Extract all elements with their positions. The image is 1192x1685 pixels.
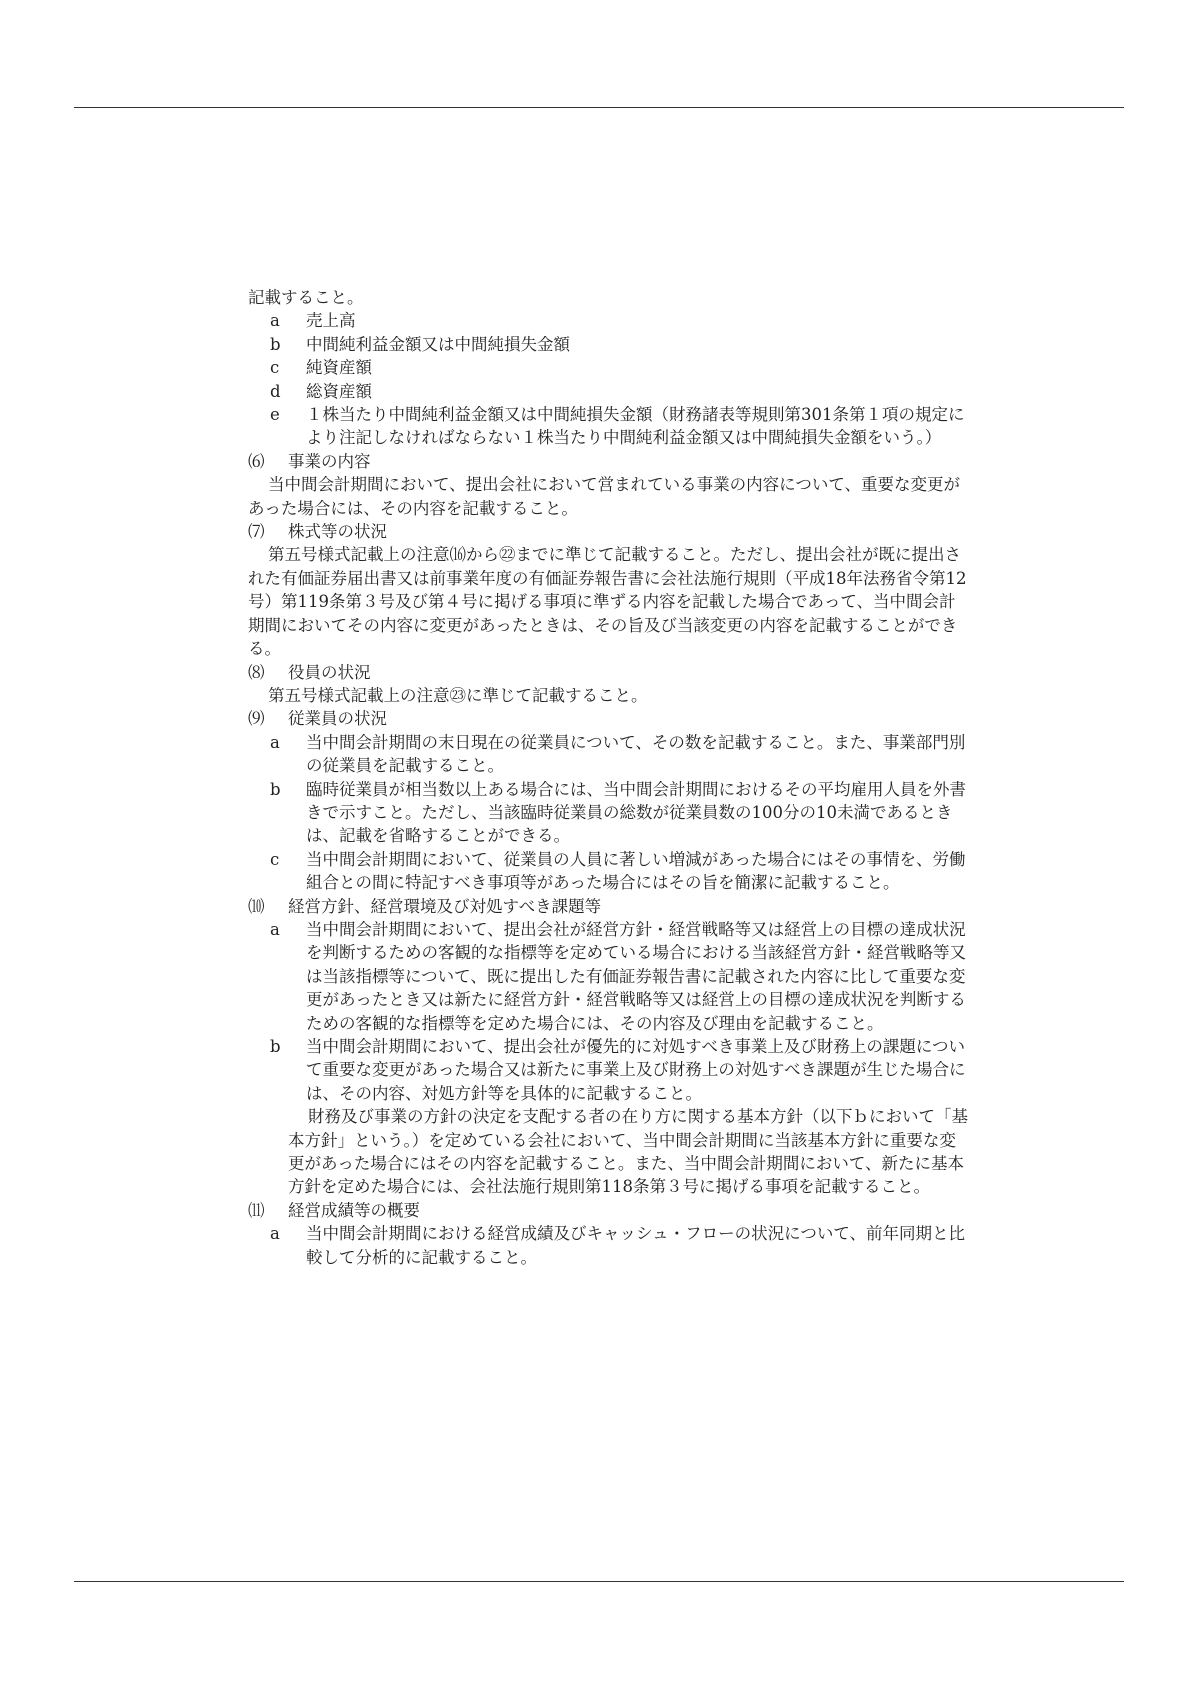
- list-text: 当中間会計期間における経営成績及びキャッシュ・フローの状況について、前年同期と比較して分析的に記載すること。: [306, 1224, 966, 1267]
- section-10-item-a: [248, 918, 968, 1035]
- list-text: 当中間会計期間において、提出会社が優先的に対処すべき事業上及び財務上の課題について重要な変更があった場合又は新たに事業上及び財務上の対処すべき課題が生じた場合には、その内容、対処方針等を具体的に記載すること。: [306, 1037, 966, 1103]
- list-mark: a: [270, 1224, 280, 1244]
- list-text: 当中間会計期間の末日現在の従業員について、その数を記載すること。また、事業部門別の従業員を記載すること。: [306, 732, 966, 776]
- section-title: 役員の状況: [288, 662, 371, 682]
- section-7-body: 第五号様式記載上の注意⒃から㉒までに準じて記載すること。ただし、提出会社が既に提出された有価証券届出書又は前事業年度の有価証券報告書に会社法施行規則（平成18年法務省令第12号）第119条第３号及び第４号に掲げる事項に準ずる内容を記載した場合であって、当中間会計期間においてその内容に変更があったときは、その旨及び当該変更の内容を記載することができる。: [248, 545, 967, 659]
- section-8-body: 第五号様式記載上の注意㉓に準じて記載すること。: [268, 685, 648, 705]
- section-9-item-a: [248, 731, 968, 778]
- section-10-item-b-paragraph: 財務及び事業の方針の決定を支配する者の在り方に関する基本方針（以下ｂにおいて「基本方針」という。）を定めている会社において、当中間会計期間に当該基本方針に重要な変更があった場合にはその内容を記載すること。また、当中間会計期間において、新たに基本方針を定めた場合には、会社法施行規則第118条第３号に掲げる事項を記載すること。: [288, 1107, 968, 1197]
- list-mark: b: [270, 1037, 281, 1056]
- list-text: 中間純利益金額又は中間純損失金額: [306, 334, 570, 354]
- list-mark: b: [270, 779, 281, 799]
- intro-line: 記載すること。: [248, 288, 364, 307]
- section-number: ⑽: [248, 896, 265, 916]
- section-title: 事業の内容: [288, 451, 371, 471]
- section-10-item-b: [248, 1035, 968, 1105]
- list-text: 当中間会計期間において、従業員の人員に著しい増減があった場合にはその事情を、労働組合との間に特記すべき事項等があった場合にはその旨を簡潔に記載すること。: [306, 849, 966, 893]
- list-item-e: [248, 403, 968, 450]
- list-item-a: [248, 309, 968, 332]
- section-number: ⑻: [248, 662, 265, 682]
- section-title: 従業員の状況: [288, 709, 387, 729]
- section-title: 経営成績等の概要: [288, 1200, 420, 1220]
- section-8-heading: [248, 661, 968, 684]
- document-body: [248, 286, 968, 1269]
- list-item-c: [248, 356, 968, 379]
- list-mark: a: [270, 732, 280, 752]
- section-11-heading: [248, 1199, 968, 1222]
- section-11-item-a: [248, 1222, 968, 1269]
- section-number: ⑾: [248, 1200, 265, 1220]
- list-text: 売上高: [306, 311, 356, 331]
- list-mark: e: [270, 405, 280, 425]
- section-10-heading: [248, 895, 968, 918]
- list-text: 臨時従業員が相当数以上ある場合には、当中間会計期間におけるその平均雇用人員を外書きで示すこと。ただし、当該臨時従業員の総数が従業員数の100分の10未満であるときは、記載を省略することができる。: [306, 779, 966, 846]
- section-9-heading: [248, 707, 968, 730]
- list-text: 当中間会計期間において、提出会社が経営方針・経営戦略等又は経営上の目標の達成状況を判断するための客観的な指標等を定めている場合における当該経営方針・経営戦略等又は当該指標等について、既に提出した有価証券報告書に記載された内容に比して重要な変更があったとき又は新たに経営方針・経営戦略等又は経営上の目標の達成状況を判断するための客観的な指標等を定めた場合には、その内容及び理由を記載すること。: [306, 919, 966, 1033]
- list-item-b: [248, 333, 968, 356]
- list-mark: b: [270, 334, 281, 354]
- section-9-item-c: [248, 848, 968, 895]
- list-item-d: [248, 380, 968, 403]
- section-9-item-b: [248, 778, 968, 848]
- list-mark: c: [270, 849, 280, 869]
- section-6-heading: [248, 450, 968, 473]
- list-text: １株当たり中間純利益金額又は中間純損失金額（財務諸表等規則第301条第１項の規定により注記しなければならない１株当たり中間純利益金額又は中間純損失金額をいう。）: [306, 405, 965, 448]
- section-title: 経営方針、経営環境及び対処すべき課題等: [288, 896, 602, 916]
- list-mark: c: [270, 358, 280, 378]
- footer-rule: [74, 1581, 1124, 1582]
- section-number: ⑹: [248, 451, 265, 471]
- section-number: ⑼: [248, 709, 265, 729]
- section-title: 株式等の状況: [288, 522, 387, 542]
- section-6-body: 当中間会計期間において、提出会社において営まれている事業の内容について、重要な変更があった場合には、その内容を記載すること。: [248, 475, 961, 518]
- list-mark: a: [270, 919, 280, 939]
- list-text: 総資産額: [306, 381, 372, 401]
- list-text: 純資産額: [306, 358, 372, 378]
- header-rule: [74, 107, 1124, 108]
- section-7-heading: [248, 520, 968, 543]
- list-mark: a: [270, 311, 280, 331]
- list-mark: d: [270, 381, 281, 401]
- section-number: ⑺: [248, 522, 265, 542]
